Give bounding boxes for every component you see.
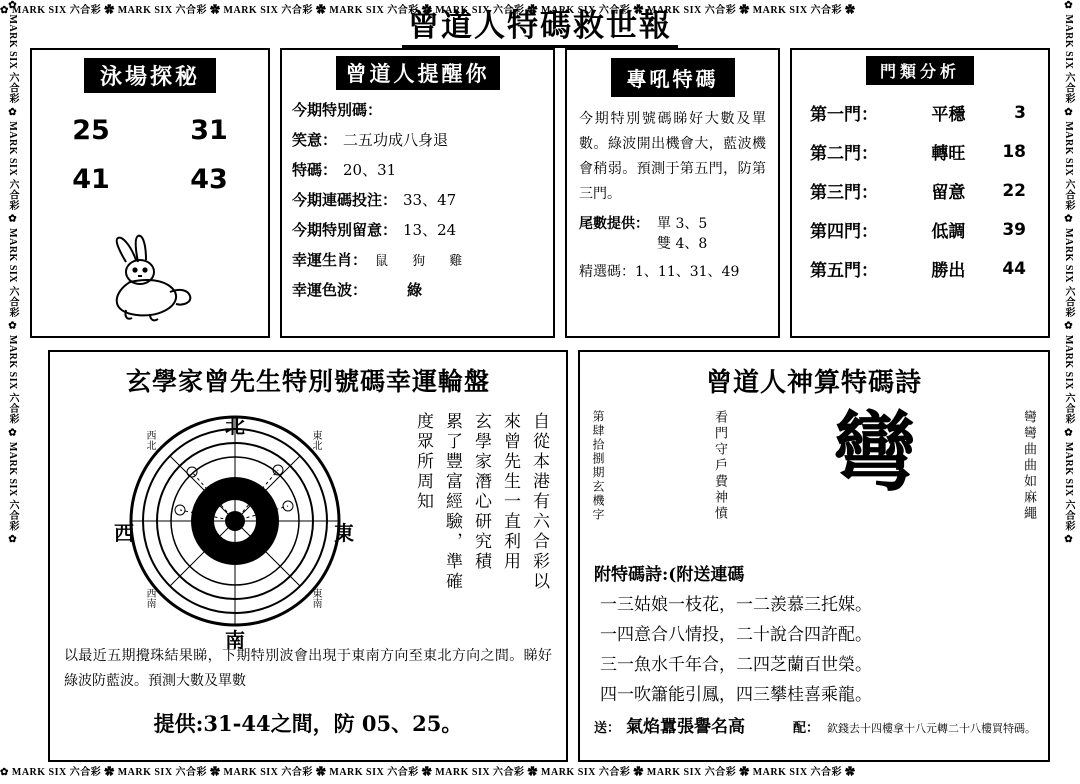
compass-southeast: 東南 — [310, 588, 321, 608]
table-row — [792, 249, 1048, 288]
wheel-footnote: 以最近五期攪珠結果睇，下期特別波會出現于東南方向至東北方向之間。睇好綠波防藍波。預測大數及單數 — [64, 648, 552, 689]
rabbit-icon — [92, 230, 212, 325]
panel-tips-title: 專吼特碼 — [611, 58, 735, 97]
panel-reminder-header — [282, 56, 553, 90]
panel-gate-header — [792, 56, 1048, 85]
gate-state: 低調 — [931, 222, 966, 242]
gate-label: 第三門： — [810, 183, 878, 203]
gate-label: 第二門： — [810, 144, 878, 164]
border-marquee-bottom: ✿ MARK SIX 六合彩 ✿ MARK SIX 六合彩 ✿ MARK SIX 六合彩 ✿ MARK SIX 六合彩 ✿ MARK SIX 六合彩 ✿ MARK SIX 六合彩 ✿ MARK SIX 六合彩 ✿ MARK SIX 六合彩 ✿ — [0, 767, 856, 778]
pool-number: 25 — [72, 115, 110, 146]
reminder-color-value: 綠 — [407, 281, 423, 299]
wheel-text-column: 自從本港有六合彩以 — [529, 412, 549, 592]
match-label: 配： — [793, 721, 820, 736]
tail-even-value: 雙 4、8 — [657, 236, 708, 252]
send-label: 送： — [594, 721, 621, 736]
reminder-label: 特碼： — [292, 161, 338, 179]
panel-reminder-title: 曾道人提醒你 — [336, 56, 500, 90]
poem-big-character: 彎 — [832, 402, 916, 503]
reminder-row — [292, 99, 543, 120]
reminder-row — [292, 249, 543, 270]
poem-middle-row — [590, 402, 1038, 565]
gate-number: 18 — [1002, 141, 1026, 162]
reminder-label: 今期連碼投注： — [292, 191, 398, 209]
tail-row — [579, 213, 766, 253]
compass-west: 西 — [114, 521, 134, 545]
panel-lucky-wheel — [48, 350, 568, 762]
reminder-row — [292, 189, 543, 210]
border-marquee-right-text: ✿ MARK SIX 六合彩 ✿ MARK SIX 六合彩 ✿ MARK SIX 六合彩 ✿ MARK SIX 六合彩 ✿ MARK SIX 六合彩 ✿ — [1063, 0, 1074, 546]
panel-pool-title: 泳場探秘 — [84, 58, 216, 93]
panel-pool-header — [32, 58, 268, 93]
gate-number: 39 — [1002, 219, 1026, 240]
pool-number: 31 — [190, 115, 228, 146]
panel-tips-tails — [579, 213, 766, 281]
gate-state: 留意 — [931, 183, 966, 203]
poem-lines — [600, 590, 1034, 710]
reminder-label: 今期特別留意： — [292, 221, 398, 239]
reminder-zodiac-value: 鼠 狗 雞 — [375, 254, 473, 269]
panel-tips-header — [567, 58, 778, 97]
gate-state: 轉旺 — [931, 144, 966, 164]
page-title: 曾道人特碼救世報 — [402, 8, 678, 48]
gate-state: 勝出 — [931, 261, 966, 281]
panel-gate-title: 門類分析 — [866, 56, 974, 85]
gate-state: 平穩 — [931, 105, 966, 125]
wheel-vertical-text — [411, 412, 552, 637]
gate-table — [792, 93, 1048, 288]
select-row — [579, 261, 766, 281]
panel-pool-secret — [30, 48, 270, 338]
wheel-text-column: 來曾先生一直利用 — [500, 412, 520, 572]
gate-label: 第一門： — [810, 105, 878, 125]
table-row — [792, 210, 1048, 249]
pool-number: 43 — [190, 164, 228, 195]
panel-tips-body: 今期特別號碼睇好大數及單數。綠波開出機會大，藍波機會稍弱。預測于第五門，防第三門。 — [579, 111, 766, 202]
tail-values — [657, 213, 707, 253]
poem-column-mid: 看門守戶費神憤 — [712, 410, 727, 522]
send-value: 氣焰囂張譽名高 — [626, 717, 746, 737]
reminder-row — [292, 279, 543, 300]
match-value: 欽錢去十四樓拿十八元轉二十八樓買特碼。 — [827, 722, 1037, 735]
compass-northeast: 東北 — [310, 430, 321, 450]
reminder-row — [292, 129, 543, 150]
compass-south: 南 — [225, 628, 245, 652]
compass-southwest: 西南 — [144, 588, 155, 608]
reminder-label: 幸運生肖： — [292, 251, 368, 269]
wheel-text-column: 累了豐富經驗，準確 — [442, 412, 462, 592]
poem-line: 三一魚水千年合，二四芝蘭百世榮。 — [600, 655, 872, 675]
poem-column-right: 彎彎曲曲如麻繩 — [1021, 410, 1036, 522]
pool-number-row — [32, 115, 268, 146]
select-value: 1、11、31、49 — [635, 264, 740, 280]
reminder-label: 笑意： — [292, 131, 338, 149]
compass-north: 北 — [225, 414, 245, 438]
border-marquee-left — [0, 0, 24, 784]
select-label: 精選碼： — [579, 264, 635, 280]
reminder-value: 20、31 — [343, 161, 397, 179]
panel-divination-poem — [578, 350, 1050, 762]
gate-label: 第五門： — [810, 261, 878, 281]
reminder-value: 33、47 — [403, 191, 457, 209]
gate-number: 3 — [1014, 102, 1026, 123]
reminder-row — [292, 159, 543, 180]
reminder-label: 幸運色波： — [292, 281, 368, 299]
gate-label: 第四門： — [810, 222, 878, 242]
poem-bottom-row — [594, 712, 1038, 737]
panel-special-tips — [565, 48, 780, 338]
panel-pool-numbers — [32, 115, 268, 195]
gate-number: 44 — [1002, 258, 1026, 279]
table-row — [792, 171, 1048, 210]
poem-line: 一四意合八情投，二十說合四許配。 — [600, 625, 872, 645]
panel-reminder-list — [292, 99, 543, 300]
compass-east: 東 — [334, 521, 354, 545]
masthead — [330, 8, 750, 44]
poem-line: 四一吹簫能引鳳，四三攀桂喜乘龍。 — [600, 685, 872, 705]
tail-odd-value: 單 3、5 — [657, 216, 708, 232]
wheel-text-column: 玄學家潛心研究積 — [471, 412, 491, 572]
table-row — [792, 93, 1048, 132]
border-marquee-top: ✿ MARK SIX 六合彩 ✿ MARK SIX 六合彩 ✿ MARK SIX 六合彩 ✿ MARK SIX 六合彩 ✿ MARK SIX 六合彩 ✿ MARK SIX 六合彩 ✿ MARK SIX 六合彩 ✿ MARK SIX 六合彩 ✿ — [0, 5, 856, 16]
wheel-text-column: 度眾所周知 — [413, 412, 433, 512]
reminder-value: 二五功成八身退 — [343, 131, 449, 149]
wheel-final-prediction: 提供:31-44之間，防 05、25。 — [153, 711, 463, 736]
reminder-label: 今期特別碼： — [292, 101, 383, 119]
panel-poem-title: 曾道人神算特碼詩 — [705, 368, 922, 398]
table-row — [792, 132, 1048, 171]
poem-column-left: 第肆拾捌期玄機字 — [591, 410, 605, 522]
reminder-value: 13、24 — [403, 221, 457, 239]
gate-number: 22 — [1002, 180, 1026, 201]
border-marquee-left-text: ✿ MARK SIX 六合彩 ✿ MARK SIX 六合彩 ✿ MARK SIX 六合彩 ✿ MARK SIX 六合彩 ✿ MARK SIX 六合彩 ✿ — [7, 0, 18, 546]
panel-gate-analysis — [790, 48, 1050, 338]
poem-subtitle: 附特碼詩:(附送連碼 — [594, 565, 745, 585]
compass-northwest: 西北 — [144, 430, 155, 450]
reminder-row — [292, 219, 543, 240]
tail-label: 尾數提供： — [579, 216, 649, 232]
panel-wheel-title: 玄學家曾先生特別號碼幸運輪盤 — [125, 367, 490, 396]
pool-number: 41 — [72, 164, 110, 195]
pool-number-row — [32, 164, 268, 195]
panel-reminder — [280, 48, 555, 338]
border-marquee-right — [1056, 0, 1080, 784]
poem-line: 一三姑娘一枝花，一二羨慕三托媒。 — [600, 595, 872, 615]
